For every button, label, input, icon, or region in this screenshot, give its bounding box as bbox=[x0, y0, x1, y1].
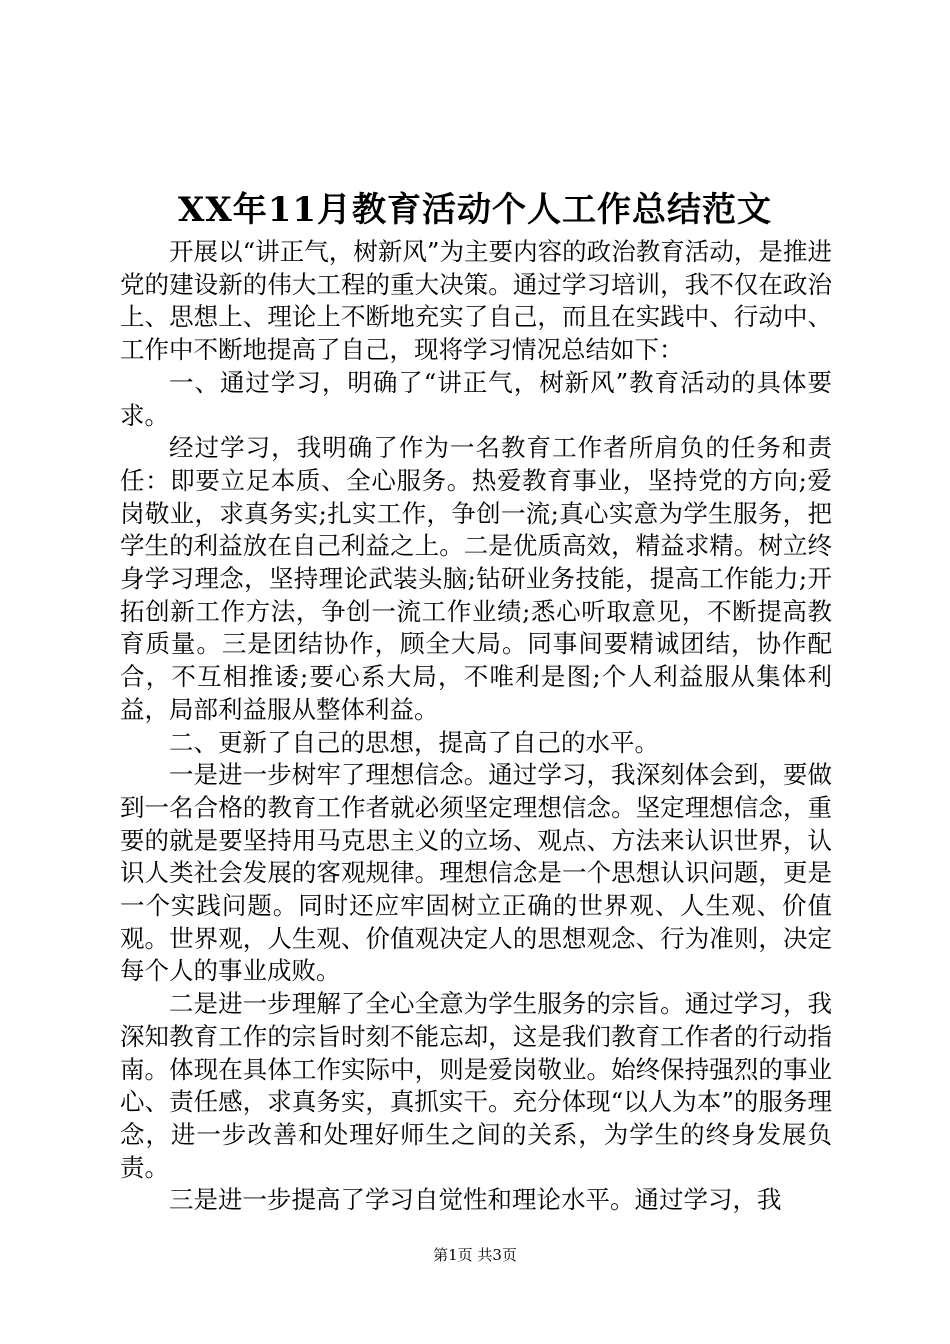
paragraph-2c: 三是进一步提高了学习自觉性和理论水平。通过学习，我 bbox=[169, 1185, 782, 1215]
document-title: XX年11月教育活动个人工作总结范文 bbox=[177, 190, 773, 230]
paragraph-heading-1: 一、通过学习，明确了“讲正气，树新风”教育活动的具体要求。 bbox=[120, 367, 832, 430]
page-footer: 第1页 共3页 bbox=[433, 1246, 517, 1264]
paragraph-2b: 二是进一步理解了全心全意为学生服务的宗旨。通过学习，我深知教育工作的宗旨时刻不能忘却，这是我们教育工作者的行动指南。体现在具体工作实际中，则是爱岗敬业。始终保持强烈的事业心、责任感，求真务实，真抓实干。充分体现“以人为本”的服务理念，进一步改善和处理好师生之间的关系，为学生的终身发展负责。 bbox=[120, 989, 832, 1182]
paragraph-intro: 开展以“讲正气，树新风”为主要内容的政治教育活动，是推进党的建设新的伟大工程的重大决策。通过学习培训，我不仅在政治上、思想上、理论上不断地充实了自己，而且在实践中、行动中、工作中不断地提高了自己，现将学习情况总结如下： bbox=[120, 237, 832, 365]
paragraph-1: 经过学习，我明确了作为一名教育工作者所肩负的任务和责任：即要立足本质、全心服务。热爱教育事业，坚持党的方向;爱岗敬业，求真务实;扎实工作，争创一流;真心实意为学生服务，把学生的利益放在自己利益之上。二是优质高效，精益求精。树立终身学习理念，坚持理论武装头脑;钻研业务技能，提高工作能力;开拓创新工作方法，争创一流工作业绩;悉心听取意见，不断提高教育质量。三是团结协作，顾全大局。同事间要精诚团结，协作配合，不互相推诿;要心系大局，不唯利是图;个人利益服从集体利益，局部利益服从整体利益。 bbox=[120, 433, 832, 724]
paragraph-2a: 一是进一步树牢了理想信念。通过学习，我深刻体会到，要做到一名合格的教育工作者就必须坚定理想信念。坚定理想信念，重要的就是要坚持用马克思主义的立场、观点、方法来认识世界，认识人类社会发展的客观规律。理想信念是一个思想认识问题，更是一个实践问题。同时还应牢固树立正确的世界观、人生观、价值观。世界观，人生观、价值观决定人的思想观念、行为准则，决定每个人的事业成败。 bbox=[120, 760, 832, 986]
paragraph-heading-2: 二、更新了自己的思想，提高了自己的水平。 bbox=[169, 727, 659, 757]
document-body bbox=[120, 236, 832, 1217]
